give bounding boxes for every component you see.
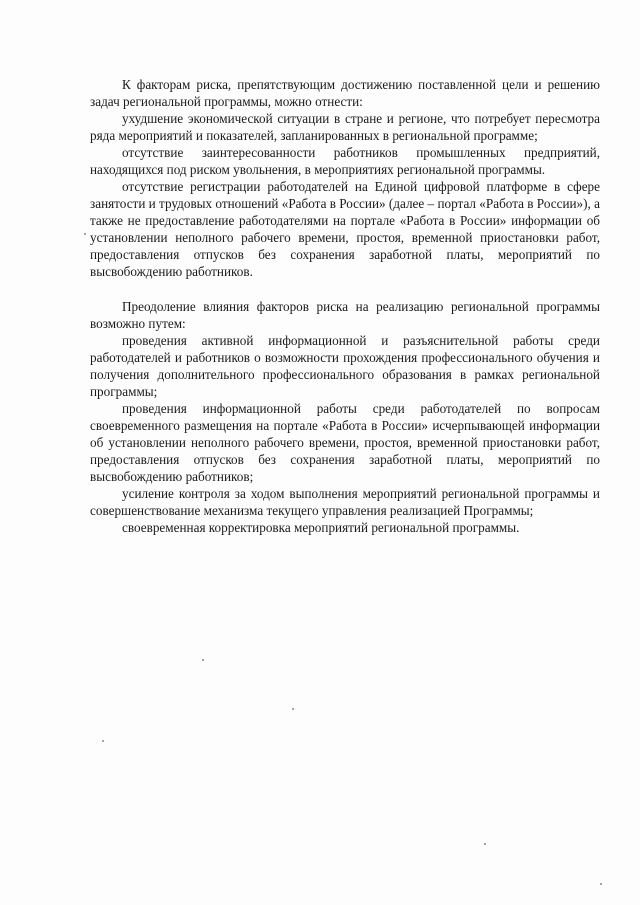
mitigation-outreach: проведения активной информационной и разъяснительной работы среди работодателей и работников о возможности прохождения профессионального обучения и получения дополнительного профессионального образования в рамках региональной программы;: [90, 333, 600, 399]
scan-speck: [102, 740, 104, 742]
mitigation-intro: Преодоление влияния факторов риска на реализацию региональной программы возможно путем:: [90, 299, 600, 331]
scan-speck: [84, 233, 86, 235]
scan-speck: [292, 708, 294, 710]
mitigation-control: усиление контроля за ходом выполнения мероприятий региональной программы и совершенствование механизма текущего управления реализацией Программы;: [90, 486, 600, 518]
risk-factors-section: [90, 76, 600, 280]
risk-factor-employer-registration: отсутствие регистрации работодателей на Единой цифровой платформе в сфере занятости и трудовых отношений «Работа в России» (далее – портал «Работа в России»), а также не предоставление работодателями на портале «Работа в России» информации об установлении неполного рабочего времени, простоя, временной приостановки работ, предоставления отпусков без сохранения заработной платы, мероприятий по высвобождению работников.: [90, 179, 600, 279]
risk-factor-workers-interest: отсутствие заинтересованности работников промышленных предприятий, находящихся под риском увольнения, в мероприятиях региональной программы.: [90, 145, 600, 177]
mitigation-portal-info: проведения информационной работы среди работодателей по вопросам своевременного размещения на портале «Работа в России» исчерпывающей информации об установлении неполного рабочего времени, простоя, временной приостановки работ, предоставления отпусков без сохранения заработной платы, мероприятий по высвобождению работников;: [90, 401, 600, 484]
risk-factor-economic: ухудшение экономической ситуации в стране и регионе, что потребует пересмотра ряда мероприятий и показателей, запланированных в региональной программе;: [90, 111, 600, 143]
scan-speck: [484, 843, 486, 845]
mitigation-adjustment: своевременная корректировка мероприятий региональной программы.: [122, 520, 520, 535]
risk-mitigation-section: [90, 298, 600, 536]
risk-factors-intro: К факторам риска, препятствующим достижению поставленной цели и решению задач региональной программы, можно отнести:: [90, 77, 600, 109]
scan-speck: [202, 659, 204, 661]
scan-speck: [600, 883, 602, 885]
